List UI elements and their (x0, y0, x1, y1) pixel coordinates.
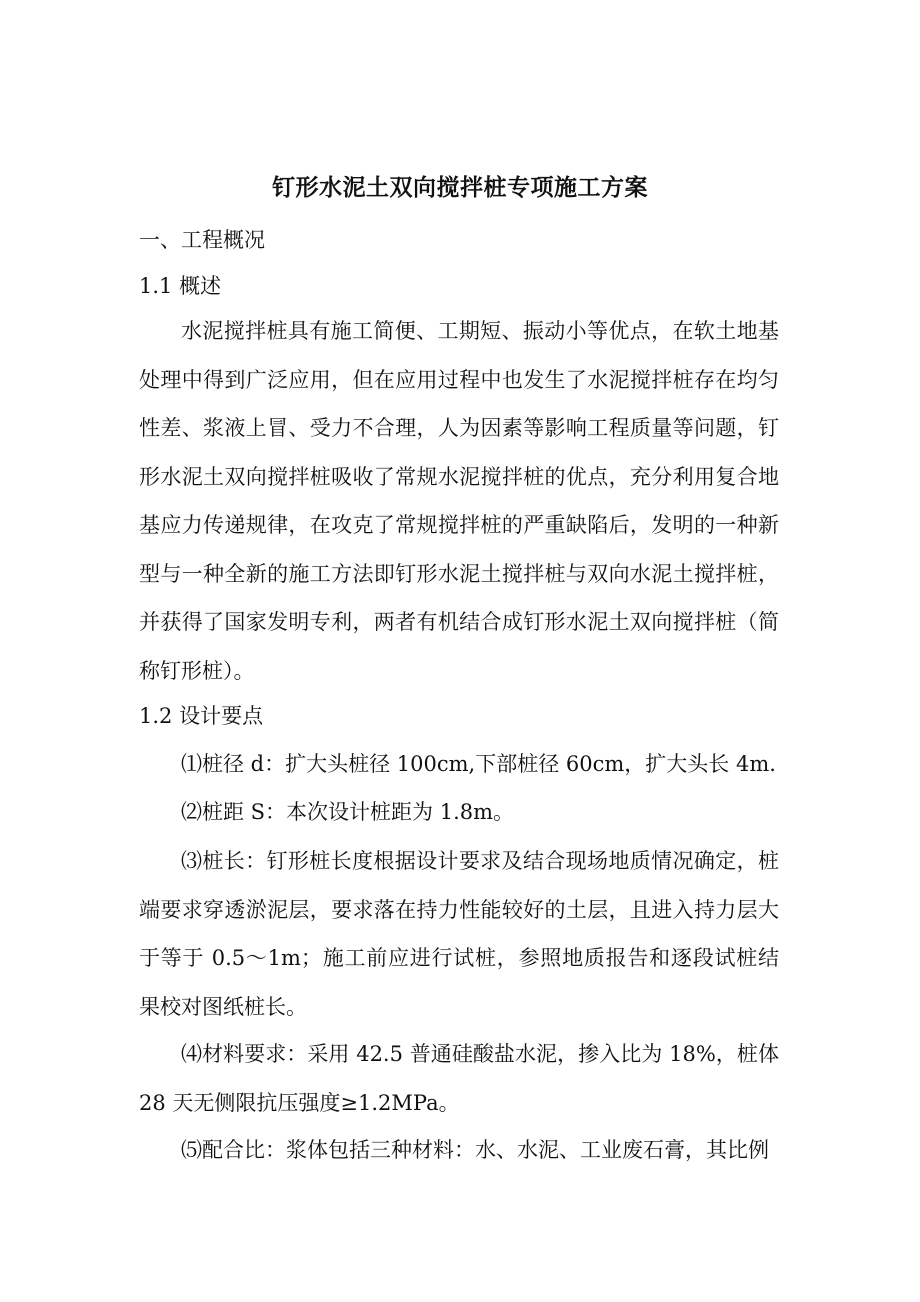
overview-paragraph: 水泥搅拌桩具有施工简便、工期短、振动小等优点，在软土地基处理中得到广泛应用，但在应用过程中也发生了水泥搅拌桩存在均匀性差、浆液上冒、受力不合理，人为因素等影响工程质量等问题，钉形水泥土双向搅拌桩吸收了常规水泥搅拌桩的优点，充分利用复合地基应力传递规律，在攻克了常规搅拌桩的严重缺陷后，发明的一种新型与一种全新的施工方法即钉形水泥土搅拌桩与双向水泥土搅拌桩，并获得了国家发明专利，两者有机结合成钉形水泥土双向搅拌桩（简称钉形桩）。 (139, 319, 779, 683)
design-item-material-requirements: ⑷材料要求：采用 42.5 普通硅酸盐水泥，掺入比为 18%，桩体 28 天无侧限抗压强度≥1.2MPa。 (139, 1042, 779, 1115)
design-item-pile-spacing: ⑵桩距 S：本次设计桩距为 1.8m。 (181, 800, 515, 824)
section-heading-design-points: 1.2 设计要点 (139, 704, 264, 728)
design-item-pile-length: ⑶桩长：钉形桩长度根据设计要求及结合现场地质情况确定，桩端要求穿透淤泥层，要求落在持力性能较好的土层，且进入持力层大于等于 0.5～1m；施工前应进行试桩，参照地质报告和逐段试桩结果校对图纸桩长。 (139, 849, 779, 1019)
document-title: 钉形水泥土双向搅拌桩专项施工方案 (272, 174, 648, 201)
section-heading-project-overview: 一、工程概况 (139, 228, 265, 252)
design-item-mix-ratio: ⑸配合比：浆体包括三种材料：水、水泥、工业废石膏，其比例 (181, 1138, 769, 1162)
section-heading-overview: 1.1 概述 (139, 274, 222, 298)
design-item-pile-diameter: ⑴桩径 d：扩大头桩径 100cm,下部桩径 60cm，扩大头长 4m. (181, 752, 776, 776)
